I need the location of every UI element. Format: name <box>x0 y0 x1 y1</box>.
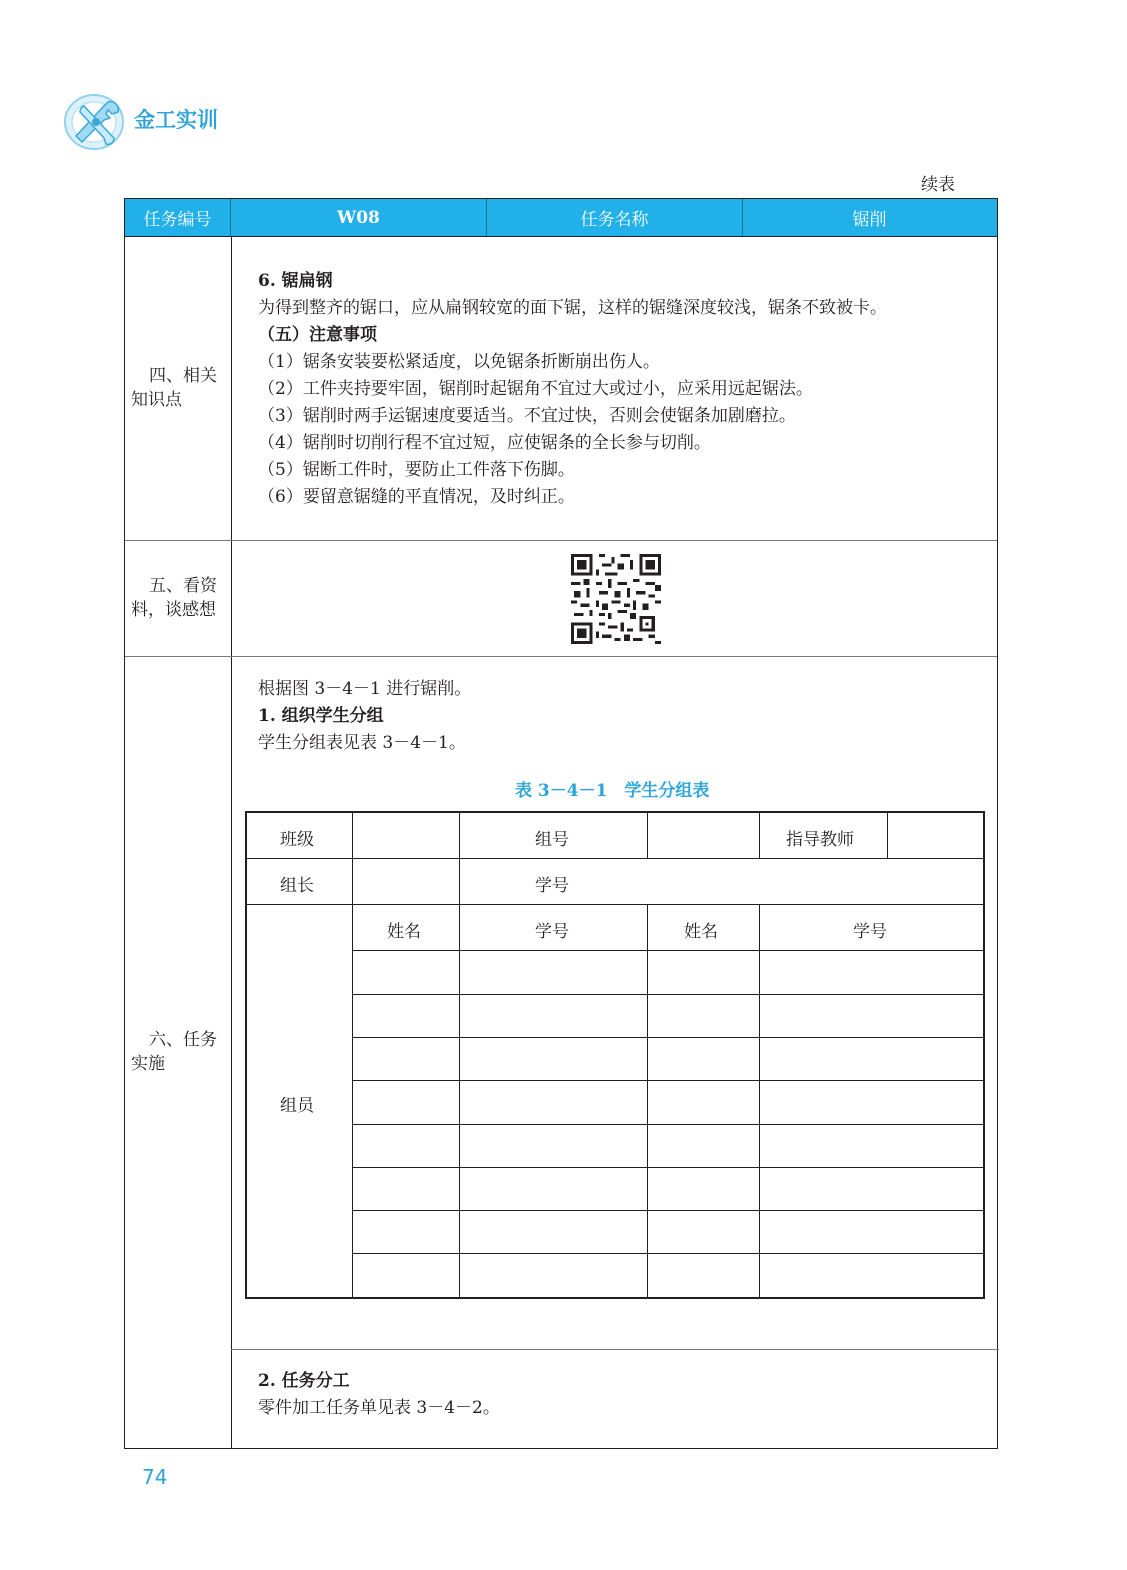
grid-line <box>459 813 460 1297</box>
grid-line <box>352 813 353 859</box>
member-name-header: 姓名 <box>387 922 421 942</box>
knowledge-heading: 6. 锯扁钢 <box>258 271 333 291</box>
task-table <box>124 198 998 1449</box>
section6-label <box>131 1028 231 1076</box>
book-title: 金工实训 <box>134 108 218 132</box>
leader-student-id-label: 学号 <box>535 876 569 896</box>
note-item: （6）要留意锯缝的平直情况，及时纠正。 <box>258 487 575 507</box>
section4-label-line: 知识点 <box>131 390 182 410</box>
section6-content <box>258 676 471 757</box>
grid-line <box>352 1080 983 1081</box>
leader-label: 组长 <box>280 876 314 896</box>
grid-line <box>352 994 983 995</box>
grid-line <box>352 1167 983 1168</box>
task-division-line: 零件加工任务单见表 3－4－2。 <box>258 1398 500 1418</box>
grid-line <box>352 859 353 905</box>
grouping-heading: 1. 组织学生分组 <box>258 706 384 726</box>
group-table-caption: 表 3－4－1 学生分组表 <box>515 781 710 801</box>
section4-content <box>258 268 887 511</box>
note-item: （2）工件夹持要牢固，锯削时起锯角不宜过大或过小，应采用远起锯法。 <box>258 379 813 399</box>
section6-label-line: 六、任务 <box>149 1030 217 1050</box>
group-number-label: 组号 <box>535 830 569 850</box>
section5-label-line: 料，谈感想 <box>131 600 216 620</box>
grid-line <box>647 813 648 859</box>
grid-line <box>759 904 760 1297</box>
task-division-content <box>258 1368 500 1422</box>
note-item: （1）锯条安装要松紧适度，以免锯条折断崩出伤人。 <box>258 352 660 372</box>
member-id-header: 学号 <box>535 922 569 942</box>
column-divider <box>231 237 232 1448</box>
note-item: （3）锯削时两手运锯速度要适当。不宜过快，否则会使锯条加剧磨拉。 <box>258 406 796 426</box>
grid-line <box>759 813 760 859</box>
grid-line <box>247 858 983 859</box>
row-divider <box>125 540 997 541</box>
member-name-header: 姓名 <box>684 922 718 942</box>
section4-label-line: 四、相关 <box>149 366 217 386</box>
header-task-number-value: W08 <box>231 199 487 236</box>
header-task-number-label: 任务编号 <box>125 199 231 236</box>
task-table-header <box>125 198 997 237</box>
header-task-name-label: 任务名称 <box>487 199 743 236</box>
member-id-header: 学号 <box>853 922 887 942</box>
teacher-label: 指导教师 <box>786 830 854 850</box>
header-task-name-value: 锯削 <box>852 210 887 230</box>
section5-label <box>131 574 231 622</box>
grid-line <box>352 1253 983 1254</box>
task-intro-line: 根据图 3－4－1 进行锯削。 <box>258 679 472 699</box>
note-item: （4）锯削时切削行程不宜过短，应使锯条的全长参与切削。 <box>258 433 711 453</box>
grid-line <box>352 904 353 1297</box>
row-divider <box>231 1349 999 1350</box>
class-label: 班级 <box>280 830 314 850</box>
continued-label: 续表 <box>921 175 955 195</box>
grid-line <box>247 904 983 905</box>
notes-heading: （五）注意事项 <box>258 325 377 345</box>
section5-label-line: 五、看资 <box>149 576 217 596</box>
student-group-table <box>245 811 985 1299</box>
grid-line <box>352 1210 983 1211</box>
wrench-logo-icon <box>62 88 130 152</box>
grid-line <box>352 1124 983 1125</box>
grid-line <box>647 904 648 1297</box>
page-number: 74 <box>142 1465 168 1489</box>
note-item: （5）锯断工件时，要防止工件落下伤脚。 <box>258 460 575 480</box>
grouping-line: 学生分组表见表 3－4－1。 <box>258 733 466 753</box>
grid-line <box>352 950 983 951</box>
task-division-heading: 2. 任务分工 <box>258 1371 350 1391</box>
grid-line <box>352 1037 983 1038</box>
section4-label <box>131 364 231 412</box>
section6-label-line: 实施 <box>131 1054 165 1074</box>
grid-line <box>887 813 888 859</box>
row-divider <box>125 656 997 657</box>
members-label: 组员 <box>280 1096 314 1116</box>
qr-code-icon[interactable] <box>571 554 661 644</box>
knowledge-line: 为得到整齐的锯口，应从扁钢较宽的面下锯，这样的锯缝深度较浅，锯条不致被卡。 <box>258 298 887 318</box>
